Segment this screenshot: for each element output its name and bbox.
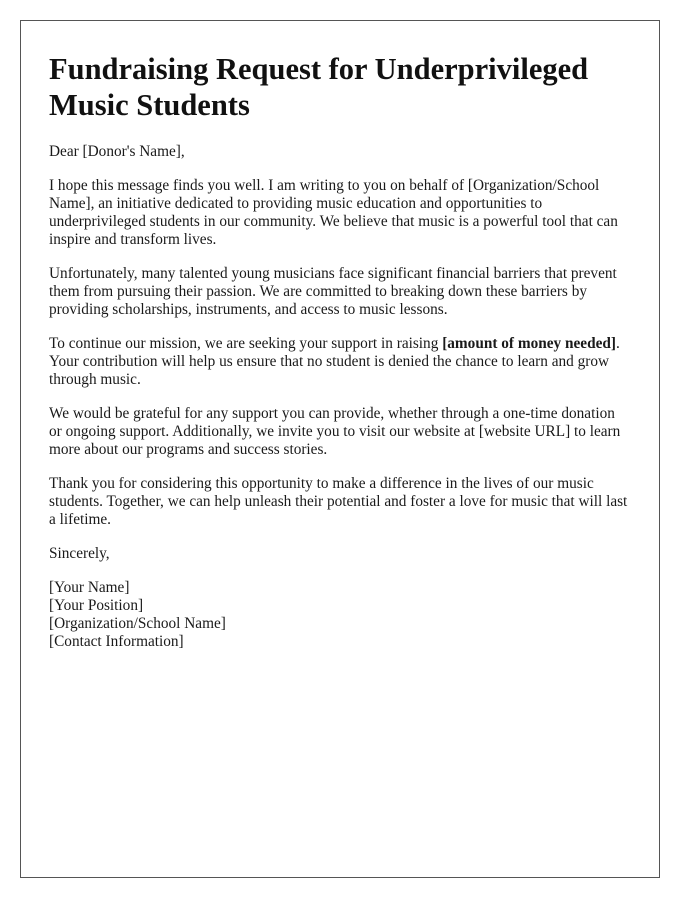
letter-page [20,20,660,878]
paragraph-barriers: Unfortunately, many talented young musicians face significant financial barriers that prevent them from pursuing their passion. We are committed to breaking down these barriers by providing scholarships, instruments, and access to music lessons. [49,265,617,318]
salutation: Dear [Donor's Name], [49,143,185,160]
signature-name: [Your Name] [49,579,130,596]
closing: Sincerely, [49,545,110,562]
signature-organization: [Organization/School Name] [49,615,226,632]
paragraph-support: We would be grateful for any support you can provide, whether through a one-time donation or ongoing support. Additionally, we invite you to visit our website at [website URL] to learn more about our programs and success stories. [49,405,621,458]
signature-block [49,579,631,651]
signature-contact: [Contact Information] [49,633,184,650]
amount-placeholder: [amount of money needed] [442,335,616,352]
letter-title: Fundraising Request for Underprivileged Music Students [49,52,589,122]
request-text-before: To continue our mission, we are seeking your support in raising [49,335,443,352]
paragraph-intro: I hope this message finds you well. I am writing to you on behalf of [Organization/School Name], an initiative dedicated to providing music education and opportunities to underprivileged students in our community. We believe that music is a powerful tool that can inspire and transform lives. [49,177,618,248]
paragraph-request [49,335,631,389]
signature-position: [Your Position] [49,597,144,614]
paragraph-thanks: Thank you for considering this opportunity to make a difference in the lives of our music students. Together, we can help unleash their potential and foster a love for music that will last a lifetime. [49,475,628,528]
request-text-after: . Your contribution will help us ensure that no student is denied the chance to learn and grow through music. [49,335,620,388]
